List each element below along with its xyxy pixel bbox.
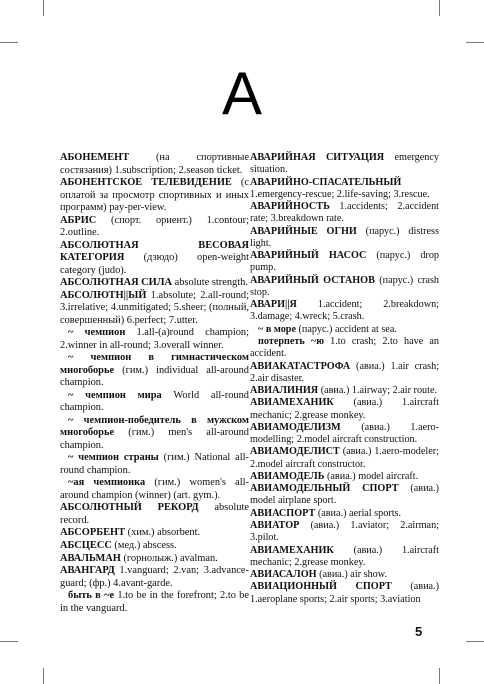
dictionary-entry [60, 240, 249, 278]
entry-definition: (авиа.) 1.aeroplane sports; 2.air sports; 3.aviation [250, 581, 439, 605]
dictionary-entry [250, 152, 439, 177]
entry-headword: АВИАМЕХАНИК [250, 544, 334, 556]
entry-headword: АВАРИЙНАЯ СИТУАЦИЯ [250, 152, 385, 163]
crop-mark [43, 0, 44, 16]
entry-headword: АВАРИЙНОСТЬ [250, 201, 330, 213]
dictionary-entry [250, 569, 439, 581]
entry-definition: (парус.) accident at sea. [295, 323, 397, 335]
entry-headword: быть в ~е [68, 590, 115, 602]
dictionary-entry [250, 520, 439, 545]
entry-headword: АВАРИЙНЫЙ НАСОС [250, 250, 367, 262]
entry-definition: 1.all-(a)round champion; 2.winner in all-round; 3.overall winner. [60, 327, 249, 351]
dictionary-entry [250, 275, 439, 300]
entry-definition: (авиа.) model aircraft. [324, 470, 419, 482]
dictionary-entry [250, 361, 439, 386]
entry-headword: ~ая чемпионка [68, 477, 146, 489]
entry-headword: АВИАКАТАСТРОФА [250, 360, 351, 372]
entry-definition: (авиа.) model airplane sport. [250, 483, 439, 507]
entry-headword: АБСОРБЕНТ [60, 527, 126, 539]
entry-headword: АБСОЛЮТНАЯ ВЕСОВАЯ КАТЕГОРИЯ [60, 239, 249, 264]
entry-headword: АВАРИЙНЫЕ ОГНИ [250, 225, 357, 237]
entry-definition: absolute record. [60, 502, 249, 526]
entry-definition: 1.accidents; 2.accident rate; 3.breakdown rate. [250, 201, 439, 225]
entry-headword: АВИАМОДЕЛИСТ [250, 446, 340, 458]
entry-headword: АБСОЛЮТН||ЫЙ [60, 289, 147, 301]
entry-definition: (мед.) abscess. [111, 539, 177, 551]
dictionary-entry [60, 502, 249, 527]
dictionary-entry [60, 352, 249, 390]
dictionary-entry [250, 581, 439, 606]
entry-headword: ~ в море [258, 323, 296, 335]
entry-definition: (парус.) crash stop. [250, 274, 440, 298]
dictionary-entry [250, 385, 439, 397]
entry-definition: (дзюдо) open-weight category (judo). [60, 252, 249, 276]
entry-headword: АБОНЕМЕНТ [60, 152, 130, 163]
entry-headword: АБСЦЕСС [60, 539, 112, 551]
entry-headword: АВИАМОДЕЛЬ [250, 470, 325, 482]
entry-definition: 1.emergency-rescue; 2.life-saving; 3.rescue. [250, 188, 430, 200]
dictionary-entry [250, 446, 439, 471]
entry-headword: АВАЛЬМАН [60, 552, 121, 564]
dictionary-entry [60, 177, 249, 215]
entry-headword: АВАРИ||Я [250, 299, 297, 311]
entry-definition: 1.absolute; 2.all-round; 3.irrelative; 4.unmitigated; 5.sheer; (полный, совершенный) 6.perfect; 7.utter. [60, 289, 249, 326]
page-number: 5 [415, 624, 423, 639]
entry-headword: АВАНГАРД [60, 565, 115, 577]
dictionary-entry [250, 397, 439, 422]
entry-definition: absolute strength. [172, 277, 248, 289]
dictionary-entry [60, 215, 249, 240]
entry-definition: (авиа.) 1.air crash; 2.air disaster. [250, 360, 439, 384]
dictionary-column-left [60, 152, 249, 615]
entry-headword: АВАРИЙНЫЙ ОСТАНОВ [250, 274, 375, 286]
entry-definition: (гим.) men's all-around champion. [60, 427, 249, 451]
entry-headword: ~ чемпион-победитель в мужском многоборье [60, 414, 249, 439]
entry-definition: (авиа.) aerial sports. [315, 507, 402, 519]
entry-headword: АВАРИЙНО-СПАСАТЕЛЬНЫЙ [250, 176, 402, 188]
entry-headword: АВИАМОДЕЛЬНЫЙ СПОРТ [250, 483, 399, 495]
entry-headword: АВИАМЕХАНИК [250, 397, 334, 409]
dictionary-entry [60, 477, 249, 502]
dictionary-entry [60, 415, 249, 453]
entry-headword: ~ чемпион [68, 327, 126, 339]
dictionary-entry [60, 277, 249, 290]
entry-headword: ~ чемпион мира [68, 389, 162, 401]
crop-mark [439, 0, 440, 16]
dictionary-entry [60, 390, 249, 415]
dictionary-entry [60, 540, 249, 553]
dictionary-entry [60, 527, 249, 540]
entry-definition: (парус.) drop pump. [250, 250, 440, 274]
section-letter: A [221, 60, 263, 127]
entry-headword: АБРИС [60, 214, 97, 226]
dictionary-entry [250, 250, 439, 275]
entry-headword: АБОНЕНТСКОЕ ТЕЛЕВИДЕНИЕ [60, 177, 232, 189]
entry-headword: АВИАСПОРТ [250, 507, 316, 519]
crop-mark [43, 668, 44, 684]
entry-headword: АБСОЛЮТНАЯ СИЛА [60, 277, 173, 289]
entry-headword: АВИАЦИОННЫЙ СПОРТ [250, 581, 392, 593]
dictionary-entry [250, 545, 439, 570]
dictionary-entry [250, 422, 439, 447]
crop-mark [0, 42, 18, 43]
dictionary-entry [250, 324, 439, 336]
entry-definition: (хим.) absorbent. [125, 527, 201, 539]
entry-definition: (авиа.) 1.aircraft mechanic; 2.grease monkey. [250, 544, 439, 568]
entry-definition: (авиа.) 1.aviator; 2.airman; 3.pilot. [250, 519, 439, 544]
dictionary-entry [250, 471, 439, 483]
dictionary-entry [60, 565, 249, 590]
entry-headword: АВИАСАЛОН [250, 569, 317, 581]
entry-headword: АБСОЛЮТНЫЙ РЕКОРД [60, 502, 199, 514]
dictionary-entry [60, 327, 249, 352]
entry-definition: 1.accident; 2.breakdown; 3.damage; 4.wreck; 5.crash. [250, 299, 439, 323]
entry-definition: (гим.) women's all-around champion (winner) (art. gym.). [60, 477, 249, 501]
entry-definition: (спорт. ориент.) 1.contour; 2.outline. [60, 214, 249, 239]
entry-definition: (с оплатой за просмотр спортивных и иных программ) pay-per-view. [60, 177, 249, 214]
entry-headword: АВИАМОДЕЛИЗМ [250, 421, 341, 433]
entry-headword: потерпеть ~ю [258, 335, 325, 347]
entry-headword: ~ чемпион в гимнастическом многоборье [60, 352, 249, 376]
entry-definition: (авиа.) 1.airway; 2.air route. [318, 385, 438, 397]
dictionary-entry [250, 201, 439, 226]
entry-definition: 1.to be in the forefront; 2.to be in the vanguard. [60, 590, 249, 614]
entry-definition: (на спортивные состязания) 1.subscription; 2.season ticket. [60, 152, 249, 176]
dictionary-column-right [250, 152, 439, 606]
entry-definition: (гим.) individual all-around champion. [60, 364, 249, 389]
entry-definition: (авиа.) air show. [316, 569, 387, 581]
dictionary-entry [60, 152, 249, 177]
crop-mark [466, 42, 484, 43]
entry-definition: (авиа.) 1.aero-modelling; 2.model aircraft construction. [250, 421, 439, 446]
entry-definition: 1.to crash; 2.to have an accident. [250, 335, 439, 360]
entry-definition: (горнолыж.) avalman. [120, 552, 218, 564]
entry-definition: 1.vanguard; 2.van; 3.advance-guard; (фр.) 4.avant-garde. [60, 565, 249, 589]
entry-headword: АВИАЛИНИЯ [250, 385, 319, 397]
dictionary-entry [250, 508, 439, 520]
entry-definition: World all-round champion. [60, 389, 249, 414]
crop-mark [439, 668, 440, 684]
dictionary-entry [250, 299, 439, 324]
dictionary-entry [60, 590, 249, 615]
crop-mark [0, 641, 18, 642]
dictionary-entry [250, 483, 439, 508]
entry-headword: АВИАТОР [250, 519, 300, 531]
dictionary-entry [60, 290, 249, 328]
entry-definition: (парус.) distress light. [250, 225, 439, 249]
dictionary-entry [250, 177, 439, 202]
dictionary-entry [60, 452, 249, 477]
entry-definition: emergency situation. [250, 152, 439, 176]
entry-definition: (гим.) National all-round champion. [60, 452, 249, 476]
entry-definition: (авиа.) 1.aircraft mechanic; 2.grease monkey. [250, 397, 439, 421]
entry-headword: ~ чемпион страны [68, 452, 159, 464]
entry-definition: (авиа.) 1.aero-modeler; 2.model aircraft constructor. [250, 446, 439, 470]
dictionary-entry [250, 226, 439, 251]
dictionary-entry [250, 336, 439, 361]
crop-mark [466, 641, 484, 642]
dictionary-entry [60, 553, 249, 566]
